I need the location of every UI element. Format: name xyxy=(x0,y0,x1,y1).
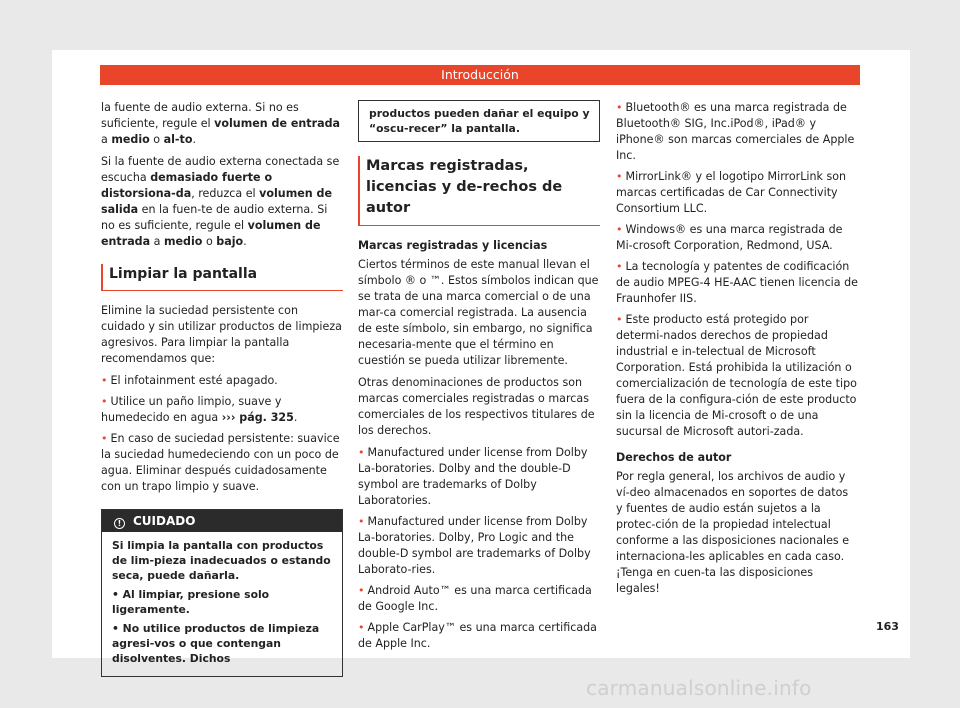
caution-box xyxy=(101,509,343,677)
list-item: • Manufactured under license from Dolby La-boratories. Dolby, Pro Logic and the double-D symbol are trademarks of Dolby Laborato-ries. xyxy=(358,515,591,576)
caution-title: CUIDADO xyxy=(133,514,196,528)
bullet-icon: • xyxy=(101,395,108,408)
page-number: 163 xyxy=(876,620,899,633)
bullet-icon: • xyxy=(358,621,365,634)
bullet-icon: • xyxy=(616,313,623,326)
bullet-icon: • xyxy=(101,432,108,445)
section-heading: Limpiar la pantalla xyxy=(101,264,343,291)
column-2 xyxy=(358,100,600,657)
bullet-icon: • xyxy=(358,446,365,459)
list-item: • Bluetooth® es una marca registrada de Bluetooth® SIG, Inc.iPod®, iPad® y iPhone® son marcas comerciales de Apple Inc. xyxy=(616,101,855,162)
page-reference-link[interactable]: ››› pág. 325 xyxy=(221,411,294,424)
list-item: • Android Auto™ es una marca certificada de Google Inc. xyxy=(358,584,592,613)
caution-list-item: • Al limpiar, presione solo ligeramente. xyxy=(112,588,270,616)
list-item: • Manufactured under license from Dolby La-boratories. Dolby and the double-D symbol are trademarks of Dolby Laboratories. xyxy=(358,446,588,507)
caution-list-item: • No utilice productos de limpieza agresi-vos o que contengan disolventes. Dichos xyxy=(112,622,320,665)
list-item: • La tecnología y patentes de codificación de audio MPEG-4 HE-AAC tienen licencia de Fraunhofer IIS. xyxy=(616,260,858,305)
bullet-icon: • xyxy=(616,260,623,273)
caution-header xyxy=(102,510,342,532)
bullet-icon: • xyxy=(616,223,623,236)
bullet-icon: • xyxy=(101,374,108,387)
bullet-icon: • xyxy=(112,622,119,635)
list-item: • Apple CarPlay™ es una marca certificada de Apple Inc. xyxy=(358,621,597,650)
paragraph: la fuente de audio externa. Si no es suficiente, regule el volumen de entrada a medio o al-to. xyxy=(101,101,340,146)
column-1 xyxy=(101,100,343,677)
watermark-text: carmanualsonline.info xyxy=(586,676,812,700)
warning-circle-icon: ! xyxy=(114,518,125,529)
paragraph: Otras denominaciones de productos son marcas comerciales registradas o marcas comerciales de los respectivos titulares de los derechos. xyxy=(358,376,595,437)
list-item: • Windows® es una marca registrada de Mi-crosoft Corporation, Redmond, USA. xyxy=(616,223,843,252)
paragraph: Por regla general, los archivos de audio y ví-deo almacenados en soportes de datos y fuentes de audio están sujetos a la protec-ción de la propiedad intelectual conforme a las disposiciones nacionales e internaciona-les aplicables en cada caso. ¡Tenga en cuen-ta las disposiciones legales! xyxy=(616,470,850,595)
list-item: • El infotainment esté apagado. xyxy=(101,374,278,387)
caution-body: Si limpia la pantalla con productos de lim-pieza inadecuados o estando seca, puede dañarla. • Al limpiar, presione solo ligeramente. • No utilice productos de limpieza agresi-vos o que contengan disolventes. Dichos xyxy=(102,532,342,676)
section-heading: Marcas registradas, licencias y de-rechos de autor xyxy=(358,156,600,226)
column-3 xyxy=(616,100,858,603)
paragraph: Si la fuente de audio externa conectada se escucha demasiado fuerte o distorsiona-da, reduzca el volumen de salida en la fuen-te de audio externa. Si no es suficiente, regule el volumen de entrada a medio o bajo. xyxy=(101,155,340,248)
subheading: Marcas registradas y licencias xyxy=(358,239,548,252)
list-item: • MirrorLink® y el logotipo MirrorLink son marcas certificadas de Car Connectivity Consortium LLC. xyxy=(616,170,847,215)
bullet-icon: • xyxy=(616,101,623,114)
subheading: Derechos de autor xyxy=(616,451,732,464)
list-item: • Utilice un paño limpio, suave y humedecido en agua ››› pág. 325. xyxy=(101,395,298,424)
bullet-icon: • xyxy=(358,584,365,597)
paragraph: Elimine la suciedad persistente con cuidado y sin utilizar productos de limpieza agresivos. Para limpiar la pantalla recomendamos que: xyxy=(101,304,342,365)
bullet-icon: • xyxy=(112,588,119,601)
list-item: • En caso de suciedad persistente: suavice la suciedad humedeciendo con un poco de agua. Eliminar después cuidadosamente con un trapo limpio y suave. xyxy=(101,432,340,493)
header-title: Introducción xyxy=(441,67,519,82)
bullet-icon: • xyxy=(358,515,365,528)
caution-box-continued: productos pueden dañar el equipo y “oscu-recer” la pantalla. xyxy=(358,100,600,142)
page-header xyxy=(100,65,860,85)
paragraph: Ciertos términos de este manual llevan el símbolo ® o ™. Estos símbolos indican que se trata de una marca comercial o de una mar-ca comercial registrada. La ausencia de este símbolo, sin embargo, no significa necesaria-mente que el término en cuestión se pueda utilizar libremente. xyxy=(358,258,599,367)
list-item: • Este producto está protegido por determi-nados derechos de propiedad industrial e in-telectual de Microsoft Corporation. Está prohibida la utilización o comercialización de tecnología de este tipo fuera de la configura-ción de este producto sin la licencia de Mi-crosoft o de una sucursal de Microsoft autori-zada. xyxy=(616,313,857,438)
bullet-icon: • xyxy=(616,170,623,183)
